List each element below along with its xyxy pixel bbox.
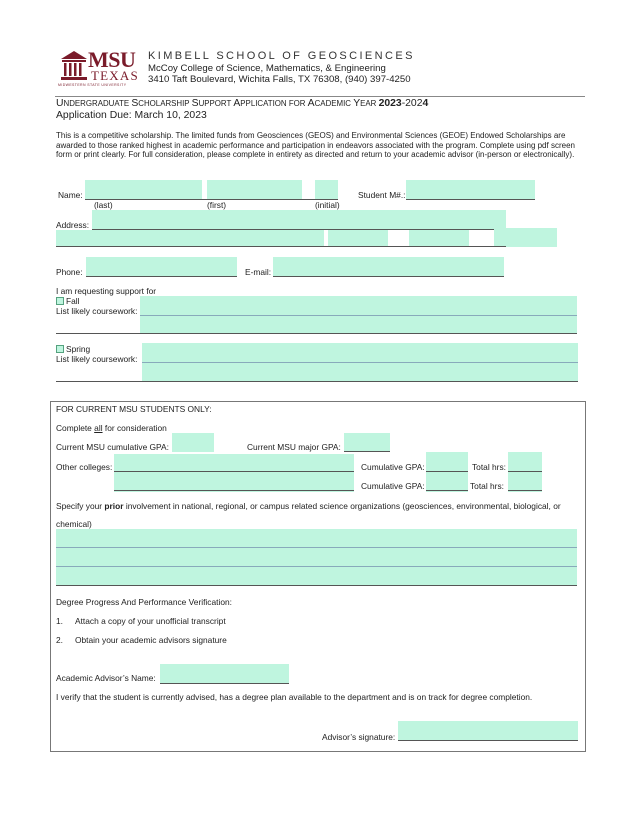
email-underline xyxy=(273,276,504,277)
step2-number: 2. xyxy=(56,635,63,645)
major-gpa-underline xyxy=(344,451,390,452)
initial-field[interactable] xyxy=(315,180,338,200)
initial-caption: (initial) xyxy=(315,200,340,210)
major-gpa-label: Current MSU major GPA: xyxy=(247,442,341,452)
advisor-name-label: Academic Advisor’s Name: xyxy=(56,673,156,683)
step1-text: Attach a copy of your unofficial transcript xyxy=(75,616,226,626)
advisor-name-underline xyxy=(160,683,289,684)
other-cum-gpa-field-1[interactable] xyxy=(426,452,468,472)
total-hrs-underline-2 xyxy=(508,490,542,491)
cumulative-gpa-field[interactable] xyxy=(172,433,214,452)
total-hrs-label-2: Total hrs: xyxy=(470,481,504,491)
total-hrs-label-1: Total hrs: xyxy=(472,462,506,472)
intro-paragraph: This is a competitive scholarship. The limited funds from Geosciences (GEOS) and Environmental Sciences (GEOE) Endowed Scholarships are awarded to those ranked highest in academic performance and participation in endeavors associated with the program. Complete using pdf screen form or print clearly. For full consideration, please complete in entirety as directed and return to your academic advisor (in-person or electronically). xyxy=(56,131,575,160)
other-cum-gpa-label-2: Cumulative GPA: xyxy=(361,481,425,491)
first-caption: (first) xyxy=(207,200,227,210)
logo-texas: TEXAS xyxy=(91,68,139,83)
other-colleges-label: Other colleges: xyxy=(56,462,113,472)
total-hrs-field-2[interactable] xyxy=(508,472,542,492)
spring-coursework-label: List likely coursework: xyxy=(56,354,138,364)
phone-field[interactable] xyxy=(86,257,237,276)
msu-logo xyxy=(58,48,138,90)
complete-instruction: Complete all for consideration xyxy=(56,423,167,433)
fall-checkbox[interactable] xyxy=(56,297,64,305)
city-field[interactable] xyxy=(328,230,388,247)
college-name: McCoy College of Science, Mathematics, & Engineering xyxy=(148,63,386,74)
fall-underline-1 xyxy=(140,315,577,316)
application-title: UNDERGRADUATE SCHOLARSHIP SUPPORT APPLICATION FOR ACADEMIC YEAR 2023-2024 xyxy=(56,98,429,109)
org-underline-3 xyxy=(56,585,577,586)
advisor-name-field[interactable] xyxy=(160,664,289,683)
fall-label: Fall xyxy=(66,296,80,306)
major-gpa-field[interactable] xyxy=(344,433,390,452)
address-line2-field[interactable] xyxy=(56,230,324,247)
other-cum-gpa-label-1: Cumulative GPA: xyxy=(361,462,425,472)
fall-coursework-label: List likely coursework: xyxy=(56,306,138,316)
address-line1-field[interactable] xyxy=(92,210,506,229)
specify-prompt: Specify your prior involvement in national, regional, or campus related science organizations (geosciences, environmental, biological, or xyxy=(56,501,561,511)
email-field[interactable] xyxy=(273,257,504,276)
current-heading: FOR CURRENT MSU STUDENTS ONLY: xyxy=(56,404,212,414)
school-name: KIMBELL SCHOOL OF GEOSCIENCES xyxy=(148,50,415,62)
organizations-field[interactable] xyxy=(56,529,577,586)
specify-prompt-line2: chemical) xyxy=(56,519,92,529)
logo-tagline: MIDWESTERN STATE UNIVERSITY xyxy=(58,83,127,87)
student-id-underline xyxy=(406,199,535,200)
fall-underline-2 xyxy=(56,333,577,334)
advisor-signature-label: Advisor’s signature: xyxy=(322,732,396,742)
spring-label: Spring xyxy=(66,344,91,354)
first-name-field[interactable] xyxy=(207,180,302,200)
application-due: Application Due: March 10, 2023 xyxy=(56,110,207,121)
other-cum-gpa-field-2[interactable] xyxy=(426,472,468,492)
org-underline-1 xyxy=(56,547,577,548)
last-name-field[interactable] xyxy=(85,180,202,200)
header-divider xyxy=(55,96,585,97)
address-underline-2 xyxy=(56,246,506,247)
advisor-signature-underline xyxy=(398,740,578,741)
name-label: Name: xyxy=(58,190,83,200)
last-caption: (last) xyxy=(94,200,113,210)
spring-checkbox[interactable] xyxy=(56,345,64,353)
phone-underline xyxy=(86,276,237,277)
org-underline-2 xyxy=(56,566,577,567)
other-colleges-underline-1 xyxy=(114,471,354,472)
spring-underline-2 xyxy=(56,381,578,382)
other-colleges-underline-2 xyxy=(114,490,354,491)
email-label: E-mail: xyxy=(245,267,272,277)
school-address: 3410 Taft Boulevard, Wichita Falls, TX 76308, (940) 397-4250 xyxy=(148,74,411,85)
building-icon xyxy=(60,50,88,82)
spring-underline-1 xyxy=(142,362,578,363)
total-hrs-field-1[interactable] xyxy=(508,452,542,472)
student-id-label: Student M#.: xyxy=(358,190,406,200)
logo-msu: MSU xyxy=(88,47,136,72)
degree-heading: Degree Progress And Performance Verification: xyxy=(56,597,232,607)
state-field[interactable] xyxy=(409,230,469,247)
advisor-signature-field[interactable] xyxy=(398,721,578,741)
cumulative-gpa-label: Current MSU cumulative GPA: xyxy=(56,442,169,452)
zip-field[interactable] xyxy=(494,228,557,247)
verify-statement: I verify that the student is currently advised, has a degree plan available to the department and is on track for degree completion. xyxy=(56,692,533,702)
other-colleges-field[interactable] xyxy=(114,454,354,492)
other-cum-gpa-underline-2 xyxy=(426,490,468,491)
student-id-field[interactable] xyxy=(406,180,535,200)
step1-number: 1. xyxy=(56,616,63,626)
phone-label: Phone: xyxy=(56,267,83,277)
requesting-label: I am requesting support for xyxy=(56,286,157,296)
address-label: Address: xyxy=(56,220,90,230)
step2-text: Obtain your academic advisors signature xyxy=(75,635,227,645)
